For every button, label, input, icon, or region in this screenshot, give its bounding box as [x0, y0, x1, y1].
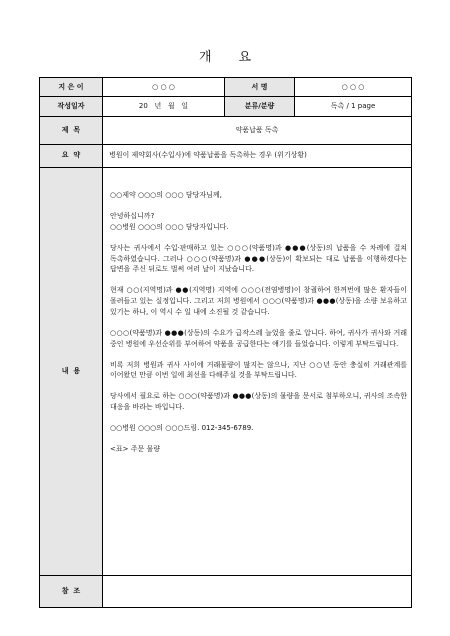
- date-value[interactable]: 20 년 월 일: [103, 97, 225, 116]
- author-label: 지 은 이: [40, 78, 103, 97]
- reference-label: 참 조: [40, 575, 103, 607]
- content-body[interactable]: [103, 168, 412, 575]
- content-row: [40, 168, 412, 575]
- summary-row: [40, 144, 412, 168]
- author-value[interactable]: ○ ○ ○: [103, 78, 225, 97]
- subject-row: [40, 116, 412, 144]
- category-value[interactable]: 독촉 / 1 page: [295, 97, 412, 116]
- document-title: 개 요: [199, 50, 251, 65]
- subject-label: 제 목: [40, 116, 103, 144]
- subject-value[interactable]: 약품납품 독촉: [103, 116, 412, 144]
- author-row: [40, 78, 412, 97]
- summary-value[interactable]: 병원이 제약회사(수입사)에 약품납품을 독촉하는 경우 (위기상황): [103, 144, 412, 168]
- content-paragraph: 현재 ○○(지역명)과 ●●(지역명) 지역에 ○○○(전염병명)이 창궐하여 한꺼번에 많은 환자들이 몰려들고 있는 실정입니다. 그리고 저희 병원에서 ○○○(약품명)과 ●●●(상동)을 소량 보유하고 있기는 하나, 이 역시 수 일 내에 소진될 것 같습니다.: [110, 286, 407, 317]
- content-paragraph: 안녕하십니까? ○○병원 ○○○의 ○○○ 담당자입니다.: [110, 212, 229, 231]
- content-label: 내 용: [40, 168, 103, 575]
- overview-form: [39, 77, 412, 608]
- date-label: 작성일자: [40, 97, 103, 116]
- content-paragraph: 당사에서 필요로 하는 ○○○(약품명)과 ●●●(상동)의 물량을 문서로 첨부하오니, 귀사의 조속한 대응을 바라는 바입니다.: [110, 392, 407, 412]
- content-paragraph: ○○병원 ○○○의 ○○○드림. 012-345-6789.: [110, 423, 254, 432]
- signature-label: 서 명: [225, 78, 295, 97]
- content-paragraph: <표> 주문 물량: [110, 444, 160, 453]
- content-paragraph: ○○제약 ○○○의 ○○○ 담당자님께,: [110, 191, 222, 200]
- reference-value[interactable]: [103, 575, 412, 607]
- content-paragraph: 당사는 귀사에서 수입·판매하고 있는 ○○○(약품명)과 ●●●(상동)의 납품을 수 차례에 걸쳐 독촉하였습니다. 그러나 ○○○(약품명)과 ●●●(상동)이 확보되는 대로 납품을 이행하겠다는 답변을 주신 뒤로도 벌써 여러 날이 지났습니다.: [110, 243, 407, 274]
- category-label: 분류/분량: [225, 97, 295, 116]
- reference-row: [40, 575, 412, 607]
- date-row: [40, 97, 412, 116]
- summary-label: 요 약: [40, 144, 103, 168]
- content-paragraph: ○○○(약품명)과 ●●●(상동)의 수요가 급작스레 늘었을 줄로 압니다. 하여, 귀사가 귀사와 거래 중인 병원에 우선순위를 부여하여 약품을 공급한다는 얘기를 들었습니다. 이렇게 부탁드립니다.: [110, 328, 407, 348]
- signature-value[interactable]: ○ ○ ○: [295, 78, 412, 97]
- content-paragraph: 비록 저희 병원과 귀사 사이에 거래물량이 많지는 않으나, 지난 ○○년 동안 충실히 거래관계를 이어왔던 만큼 이번 일에 최선을 다해주실 것을 부탁드립니다.: [110, 360, 407, 380]
